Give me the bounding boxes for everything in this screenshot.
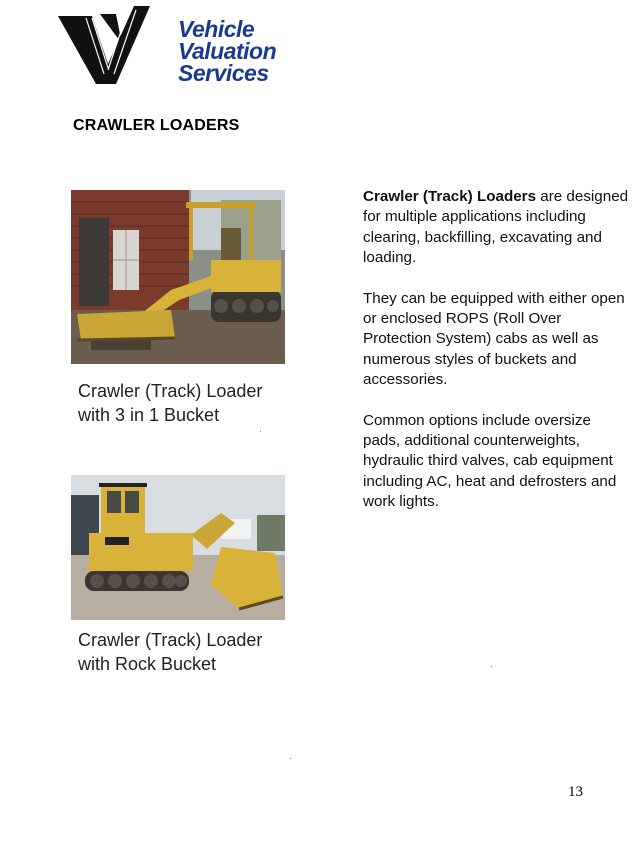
photo-caption-rock-bucket <box>78 628 262 676</box>
caption-line: with Rock Bucket <box>78 654 217 674</box>
speck <box>260 431 261 432</box>
paragraph-rops: They can be equipped with either open or enclosed ROPS (Roll Over Protection System) cabs as well as numerous styles of buckets and accessories. <box>363 289 625 389</box>
paragraph-intro-lead: Crawler (Track) Loaders <box>363 188 537 205</box>
paragraph-intro <box>363 187 631 269</box>
logo-line-services: Services <box>178 60 269 86</box>
speck <box>491 666 492 667</box>
logo-wordmark <box>178 18 276 84</box>
page-number: 13 <box>568 784 583 800</box>
paragraph-options: Common options include oversize pads, additional counterweights, hydraulic third valves, cab equipment including AC, heat and defrosters and work lights. <box>363 411 617 511</box>
photo-crawler-loader-3in1-bucket <box>71 190 285 364</box>
description-text <box>363 187 631 533</box>
paragraph-intro-rest: are designed for multiple applications including clearing, backfilling, excavating and loading. <box>363 188 629 267</box>
company-logo <box>56 4 277 88</box>
logo-line-valuation: Valuation <box>178 38 277 64</box>
section-title: CRAWLER LOADERS <box>73 117 240 134</box>
caption-line: Crawler (Track) Loader <box>78 381 263 401</box>
caption-line: with 3 in 1 Bucket <box>78 405 220 425</box>
photo-crawler-loader-rock-bucket <box>71 475 285 620</box>
photo-caption-3in1 <box>78 379 262 427</box>
logo-line-vehicle: Vehicle <box>178 16 255 42</box>
speck <box>290 758 291 759</box>
caption-line: Crawler (Track) Loader <box>78 630 263 650</box>
